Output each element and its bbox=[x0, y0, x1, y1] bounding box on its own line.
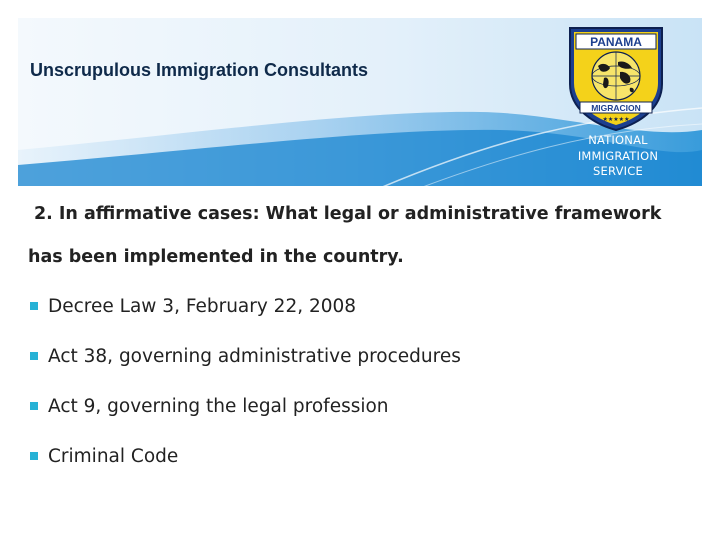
logo-stars: ★★★★★ bbox=[602, 116, 630, 123]
agency-line: IMMIGRATION bbox=[577, 148, 659, 163]
square-bullet-icon bbox=[30, 452, 38, 460]
bullet-text: Decree Law 3, February 22, 2008 bbox=[48, 296, 357, 317]
logo-bottom-text: MIGRACION bbox=[591, 103, 641, 113]
logo-top-text: PANAMA bbox=[590, 35, 642, 49]
bullet-text: Act 38, governing administrative procedures bbox=[48, 346, 461, 367]
square-bullet-icon bbox=[30, 402, 38, 410]
slide-title: Unscrupulous Immigration Consultants bbox=[30, 60, 369, 80]
square-bullet-icon bbox=[30, 302, 38, 310]
bullet-text: Criminal Code bbox=[48, 446, 179, 467]
agency-name bbox=[560, 133, 676, 180]
agency-line: NATIONAL bbox=[588, 133, 648, 147]
bullet-text: Act 9, governing the legal profession bbox=[48, 396, 389, 417]
bullet-list bbox=[30, 292, 461, 492]
bullet-item bbox=[30, 392, 461, 442]
square-bullet-icon bbox=[30, 352, 38, 360]
agency-line: SERVICE bbox=[593, 164, 643, 178]
bullet-item bbox=[30, 342, 461, 392]
bullet-item bbox=[30, 292, 461, 342]
question-line-2: has been implemented in the country. bbox=[28, 247, 404, 267]
panama-migracion-logo bbox=[566, 24, 666, 132]
question-line-1: 2. In affirmative cases: What legal or administrative framework bbox=[34, 204, 662, 224]
bullet-item bbox=[30, 442, 461, 492]
